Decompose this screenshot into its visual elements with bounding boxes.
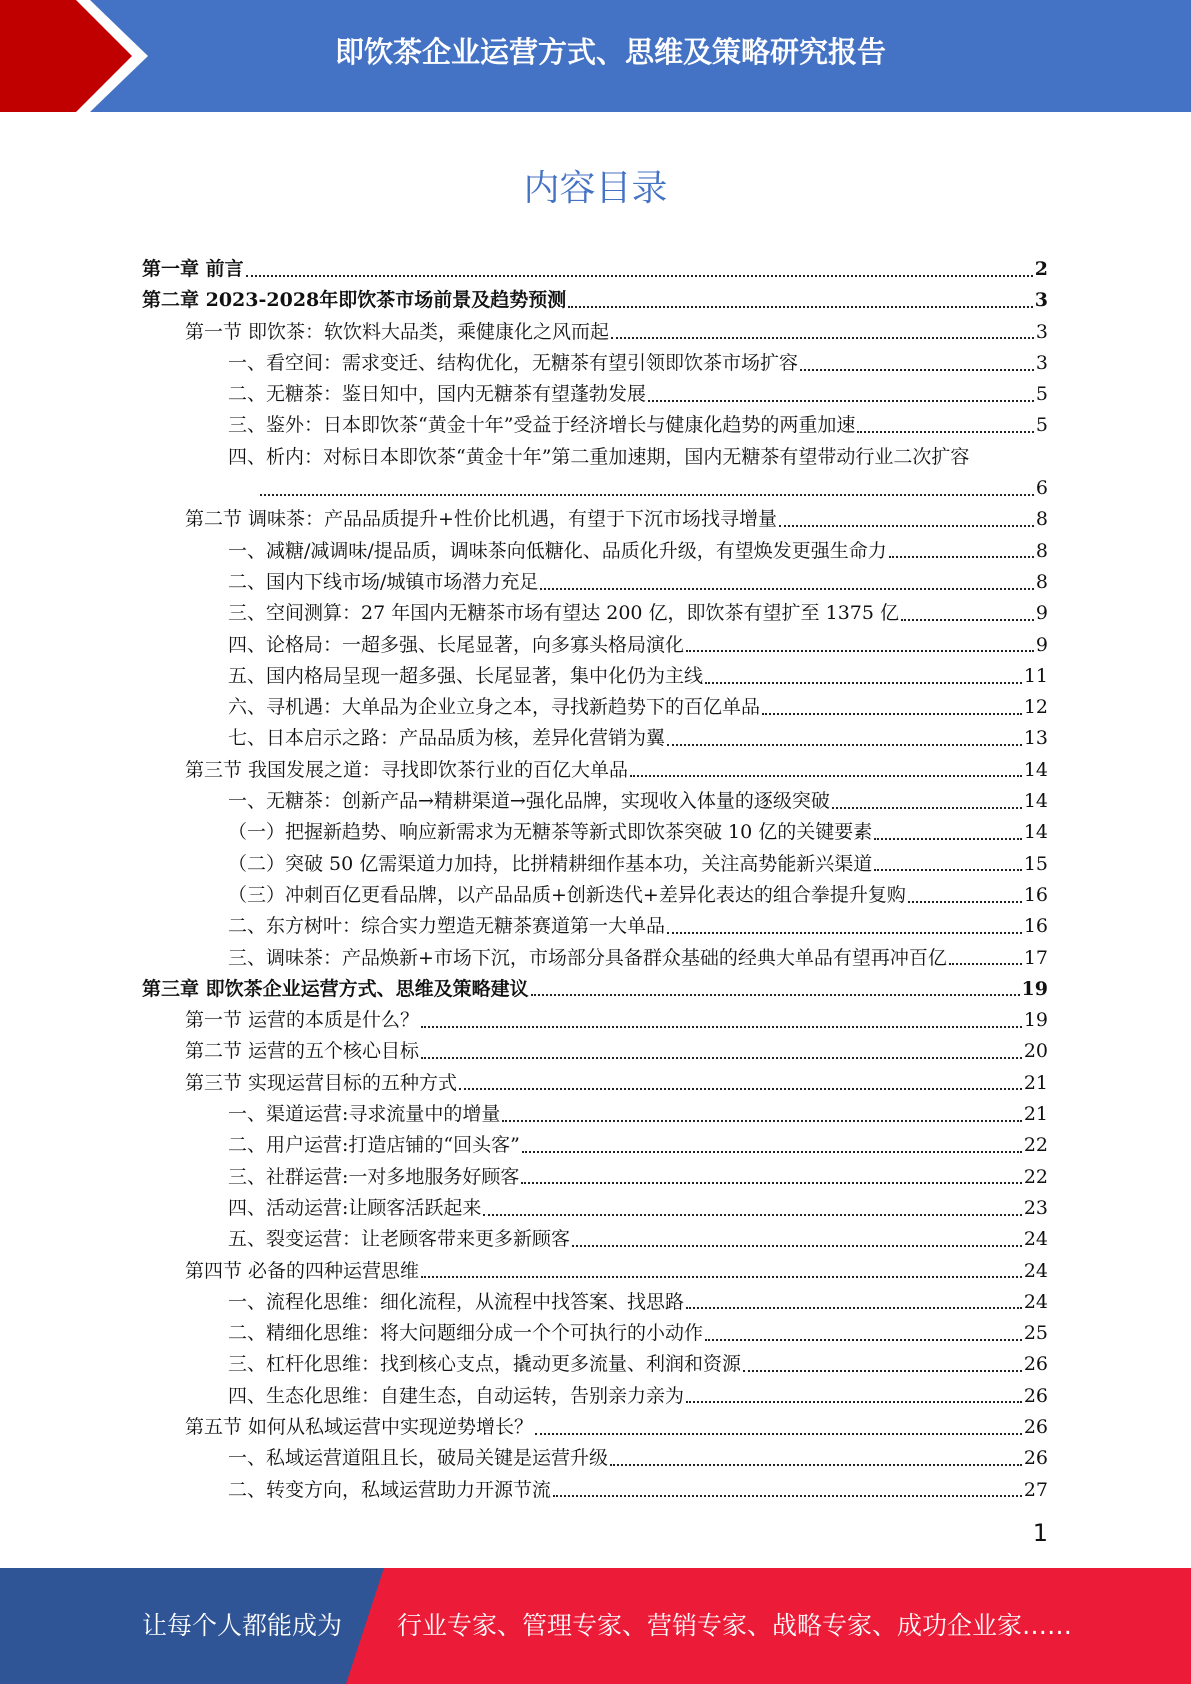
toc-entry-page: 6 bbox=[1035, 477, 1048, 500]
toc-dot-leader bbox=[889, 556, 1034, 558]
toc-entry[interactable] bbox=[142, 692, 1048, 723]
toc-dot-leader bbox=[502, 1120, 1021, 1122]
toc-entry-title: 六、寻机遇：大单品为企业立身之本，寻找新趋势下的百亿单品 bbox=[228, 696, 761, 719]
toc-heading: 内容目录 bbox=[523, 168, 668, 209]
toc-entry[interactable] bbox=[142, 786, 1048, 817]
toc-entry-page: 26 bbox=[1023, 1384, 1048, 1407]
toc-entry[interactable] bbox=[142, 379, 1048, 410]
toc-entry-title: 第三节 实现运营目标的五种方式 bbox=[185, 1071, 458, 1094]
toc-dot-leader bbox=[686, 1401, 1022, 1403]
toc-entry-page: 8 bbox=[1035, 508, 1048, 531]
toc-entry-title: 第二节 运营的五个核心目标 bbox=[185, 1040, 420, 1063]
toc-dot-leader bbox=[667, 744, 1022, 746]
toc-entry[interactable] bbox=[142, 536, 1048, 567]
toc-dot-leader bbox=[648, 400, 1034, 402]
toc-entry-title: 第三章 即饮茶企业运营方式、思维及策略建议 bbox=[142, 977, 529, 1000]
toc-entry[interactable] bbox=[142, 1193, 1048, 1224]
toc-dot-leader bbox=[630, 775, 1022, 777]
toc-entry-title: （一）把握新趋势、响应新需求为无糖茶等新式即饮茶突破 10 亿的关键要素 bbox=[228, 821, 873, 844]
toc-entry-page: 9 bbox=[1035, 633, 1048, 656]
toc-entry[interactable] bbox=[142, 1162, 1048, 1193]
toc-dot-leader bbox=[949, 963, 1022, 965]
toc-entry[interactable] bbox=[142, 254, 1048, 285]
toc-entry-title: 三、鉴外：日本即饮茶“黄金十年”受益于经济增长与健康化趋势的两重加速 bbox=[228, 414, 856, 437]
toc-entry-page: 3 bbox=[1035, 351, 1048, 374]
toc-dot-leader bbox=[800, 369, 1034, 371]
toc-dot-leader bbox=[832, 807, 1022, 809]
toc-dot-leader bbox=[568, 306, 1033, 308]
toc-entry-title: 二、无糖茶：鉴日知中，国内无糖茶有望蓬勃发展 bbox=[228, 383, 647, 406]
toc-entry[interactable] bbox=[142, 1381, 1048, 1412]
toc-entry-title: 第二章 2023-2028年即饮茶市场前景及趋势预测 bbox=[142, 289, 567, 312]
toc-entry-page: 14 bbox=[1023, 758, 1048, 781]
toc-entry-page: 13 bbox=[1023, 727, 1048, 750]
toc-entry[interactable] bbox=[142, 442, 1048, 473]
toc-entry-page: 26 bbox=[1023, 1447, 1048, 1470]
toc-dot-leader bbox=[522, 1151, 1022, 1153]
toc-entry[interactable] bbox=[142, 598, 1048, 629]
toc-dot-leader bbox=[611, 337, 1034, 339]
toc-entry-page: 26 bbox=[1023, 1353, 1048, 1376]
toc-entry-page: 24 bbox=[1023, 1228, 1048, 1251]
toc-dot-leader bbox=[667, 932, 1022, 934]
toc-entry[interactable] bbox=[142, 974, 1048, 1005]
toc-entry[interactable] bbox=[142, 1130, 1048, 1161]
toc-entry-title: 二、精细化思维：将大问题细分成一个个可执行的小动作 bbox=[228, 1322, 704, 1345]
toc-entry-title: 七、日本启示之路：产品品质为核，差异化营销为翼 bbox=[228, 727, 666, 750]
report-title: 即饮茶企业运营方式、思维及策略研究报告 bbox=[334, 35, 886, 69]
toc-entry-title: 第四节 必备的四种运营思维 bbox=[185, 1259, 420, 1282]
toc-entry[interactable] bbox=[142, 567, 1048, 598]
toc-dot-leader bbox=[705, 1339, 1022, 1341]
toc-dot-leader bbox=[459, 1088, 1022, 1090]
toc-entry-page: 12 bbox=[1023, 696, 1048, 719]
toc-dot-leader bbox=[535, 1433, 1022, 1435]
toc-dot-leader bbox=[531, 994, 1020, 996]
toc-dot-leader bbox=[874, 838, 1022, 840]
toc-entry-page: 21 bbox=[1023, 1071, 1048, 1094]
toc-entry-page: 11 bbox=[1023, 664, 1048, 687]
toc-entry-title: 二、用户运营:打造店铺的“回头客” bbox=[228, 1134, 520, 1157]
toc-entry-page: 19 bbox=[1021, 977, 1048, 1000]
toc-dot-leader bbox=[908, 901, 1022, 903]
toc-dot-leader bbox=[779, 525, 1034, 527]
toc-entry-title: 第一章 前言 bbox=[142, 258, 244, 280]
toc-entry[interactable] bbox=[142, 849, 1048, 880]
toc-entry[interactable] bbox=[142, 1412, 1048, 1443]
toc-entry-title: 四、析内：对标日本即饮茶“黄金十年”第二重加速期，国内无糖茶有望带动行业二次扩容 bbox=[228, 445, 970, 468]
toc-entry-page: 5 bbox=[1035, 414, 1048, 437]
toc-dot-leader bbox=[421, 1026, 1022, 1028]
toc-entry[interactable] bbox=[142, 1256, 1048, 1287]
toc-entry-title: 第五节 如何从私域运营中实现逆势增长？ bbox=[185, 1415, 534, 1438]
toc-entry[interactable] bbox=[142, 1068, 1048, 1099]
footer-slogan-right: 行业专家、管理专家、营销专家、战略专家、成功企业家…… bbox=[397, 1611, 1073, 1640]
toc-entry[interactable] bbox=[142, 1349, 1048, 1380]
footer-band bbox=[0, 1568, 1191, 1684]
toc-entry-title: 四、生态化思维：自建生态，自动运转，告别亲力亲为 bbox=[228, 1384, 685, 1407]
header-band bbox=[0, 0, 1191, 112]
toc-entry-page: 9 bbox=[1035, 602, 1048, 625]
toc-entry-title: 二、国内下线市场/城镇市场潜力充足 bbox=[228, 570, 539, 593]
toc-entry[interactable] bbox=[142, 504, 1048, 535]
toc-entry[interactable] bbox=[142, 723, 1048, 754]
toc-entry[interactable] bbox=[142, 1475, 1048, 1506]
toc-dot-leader bbox=[874, 869, 1022, 871]
table-of-contents bbox=[142, 254, 1048, 1506]
toc-entry-title: 五、裂变运营：让老顾客带来更多新顾客 bbox=[228, 1228, 571, 1251]
toc-entry-title: 第一节 即饮茶：软饮料大品类，乘健康化之风而起 bbox=[185, 320, 610, 343]
toc-entry-page: 14 bbox=[1023, 821, 1048, 844]
toc-entry-title: 三、杠杆化思维：找到核心支点，撬动更多流量、利润和资源 bbox=[228, 1353, 742, 1376]
toc-dot-leader bbox=[901, 619, 1034, 621]
toc-entry[interactable] bbox=[142, 661, 1048, 692]
toc-dot-leader bbox=[762, 713, 1022, 715]
toc-entry[interactable] bbox=[142, 755, 1048, 786]
toc-entry-title: 一、渠道运营:寻求流量中的增量 bbox=[228, 1103, 501, 1126]
toc-dot-leader bbox=[610, 1464, 1022, 1466]
toc-entry-page: 24 bbox=[1023, 1259, 1048, 1282]
toc-dot-leader bbox=[421, 1276, 1022, 1278]
toc-entry-title: 三、调味茶：产品焕新+市场下沉，市场部分具备群众基础的经典大单品有望再冲百亿 bbox=[228, 946, 947, 969]
toc-entry[interactable] bbox=[142, 1443, 1048, 1474]
toc-entry-title: 一、流程化思维：细化流程，从流程中找答案、找思路 bbox=[228, 1290, 685, 1313]
toc-entry-page: 15 bbox=[1023, 852, 1048, 875]
toc-entry[interactable] bbox=[142, 1318, 1048, 1349]
toc-entry-title: 一、减糖/减调味/提品质，调味茶向低糖化、品质化升级，有望焕发更强生命力 bbox=[228, 539, 887, 562]
toc-dot-leader bbox=[705, 682, 1022, 684]
toc-entry[interactable] bbox=[142, 1287, 1048, 1318]
toc-entry-page: 14 bbox=[1023, 790, 1048, 813]
footer-slogan-left: 让每个人都能成为 bbox=[142, 1611, 343, 1640]
toc-dot-leader bbox=[421, 1057, 1022, 1059]
toc-entry-page: 3 bbox=[1034, 289, 1048, 312]
toc-entry-title: 一、私域运营道阻且长，破局关键是运营升级 bbox=[228, 1447, 609, 1470]
toc-dot-leader bbox=[246, 275, 1033, 277]
toc-dot-leader bbox=[260, 494, 1034, 496]
toc-entry[interactable] bbox=[142, 410, 1048, 441]
toc-entry-title: 第二节 调味茶：产品品质提升+性价比机遇，有望于下沉市场找寻增量 bbox=[185, 508, 777, 531]
toc-entry-title: 三、社群运营:一对多地服务好顾客 bbox=[228, 1165, 520, 1188]
toc-entry[interactable] bbox=[142, 1036, 1048, 1067]
toc-dot-leader bbox=[572, 1245, 1022, 1247]
toc-entry[interactable] bbox=[142, 473, 1048, 504]
toc-entry-title: 二、东方树叶：综合实力塑造无糖茶赛道第一大单品 bbox=[228, 915, 666, 938]
toc-entry[interactable] bbox=[142, 630, 1048, 661]
toc-entry-title: （三）冲刺百亿更看品牌，以产品品质+创新迭代+差异化表达的组合拳提升复购 bbox=[228, 883, 906, 906]
toc-entry-page: 26 bbox=[1023, 1415, 1048, 1438]
toc-entry[interactable] bbox=[142, 1005, 1048, 1036]
toc-entry-page: 19 bbox=[1023, 1009, 1048, 1032]
toc-entry-title: 四、论格局：一超多强、长尾显著，向多寡头格局演化 bbox=[228, 633, 685, 656]
toc-dot-leader bbox=[521, 1182, 1021, 1184]
toc-dot-leader bbox=[553, 1495, 1022, 1497]
toc-entry-page: 24 bbox=[1023, 1290, 1048, 1313]
toc-entry-title: 二、转变方向，私域运营助力开源节流 bbox=[228, 1478, 552, 1501]
toc-entry-page: 3 bbox=[1035, 320, 1048, 343]
toc-dot-leader bbox=[857, 431, 1033, 433]
toc-entry-title: 第一节 运营的本质是什么？ bbox=[185, 1009, 420, 1032]
toc-entry-title: 三、空间测算：27 年国内无糖茶市场有望达 200 亿，即饮茶有望扩至 1375 亿 bbox=[228, 602, 899, 625]
toc-entry-title: 五、国内格局呈现一超多强、长尾显著，集中化仍为主线 bbox=[228, 664, 704, 687]
toc-entry-title: 一、无糖茶：创新产品→精耕渠道→强化品牌，实现收入体量的逐级突破 bbox=[228, 790, 830, 813]
toc-entry-page: 16 bbox=[1023, 883, 1048, 906]
toc-entry[interactable] bbox=[142, 880, 1048, 911]
toc-entry-page: 27 bbox=[1023, 1478, 1048, 1501]
toc-entry[interactable] bbox=[142, 1099, 1048, 1130]
toc-entry-page: 17 bbox=[1023, 946, 1048, 969]
toc-dot-leader bbox=[686, 1307, 1022, 1309]
toc-dot-leader bbox=[540, 588, 1034, 590]
toc-entry-title: 第三节 我国发展之道：寻找即饮茶行业的百亿大单品 bbox=[185, 758, 629, 781]
toc-entry[interactable] bbox=[142, 911, 1048, 942]
toc-dot-leader bbox=[483, 1214, 1021, 1216]
toc-entry-title: （二）突破 50 亿需渠道力加持，比拼精耕细作基本功，关注高势能新兴渠道 bbox=[228, 852, 873, 875]
toc-entry[interactable] bbox=[142, 317, 1048, 348]
toc-entry[interactable] bbox=[142, 1224, 1048, 1255]
toc-entry[interactable] bbox=[142, 348, 1048, 379]
toc-entry-page: 22 bbox=[1023, 1165, 1048, 1188]
toc-entry-page: 16 bbox=[1023, 915, 1048, 938]
toc-entry[interactable] bbox=[142, 817, 1048, 848]
toc-entry[interactable] bbox=[142, 943, 1048, 974]
toc-entry-page: 23 bbox=[1023, 1196, 1048, 1219]
toc-entry-title: 四、活动运营:让顾客活跃起来 bbox=[228, 1196, 482, 1219]
toc-entry-page: 21 bbox=[1023, 1103, 1048, 1126]
toc-entry-page: 22 bbox=[1023, 1134, 1048, 1157]
toc-entry-page: 5 bbox=[1035, 383, 1048, 406]
toc-dot-leader bbox=[743, 1370, 1022, 1372]
toc-entry-page: 20 bbox=[1023, 1040, 1048, 1063]
toc-entry-title: 一、看空间：需求变迁、结构优化，无糖茶有望引领即饮茶市场扩容 bbox=[228, 351, 799, 374]
toc-entry-page: 8 bbox=[1035, 570, 1048, 593]
toc-entry-page: 8 bbox=[1035, 539, 1048, 562]
page-number: 1 bbox=[1032, 1519, 1048, 1547]
toc-entry[interactable] bbox=[142, 285, 1048, 316]
toc-dot-leader bbox=[686, 650, 1034, 652]
toc-entry-page: 2 bbox=[1034, 258, 1048, 280]
toc-entry-page: 25 bbox=[1023, 1322, 1048, 1345]
